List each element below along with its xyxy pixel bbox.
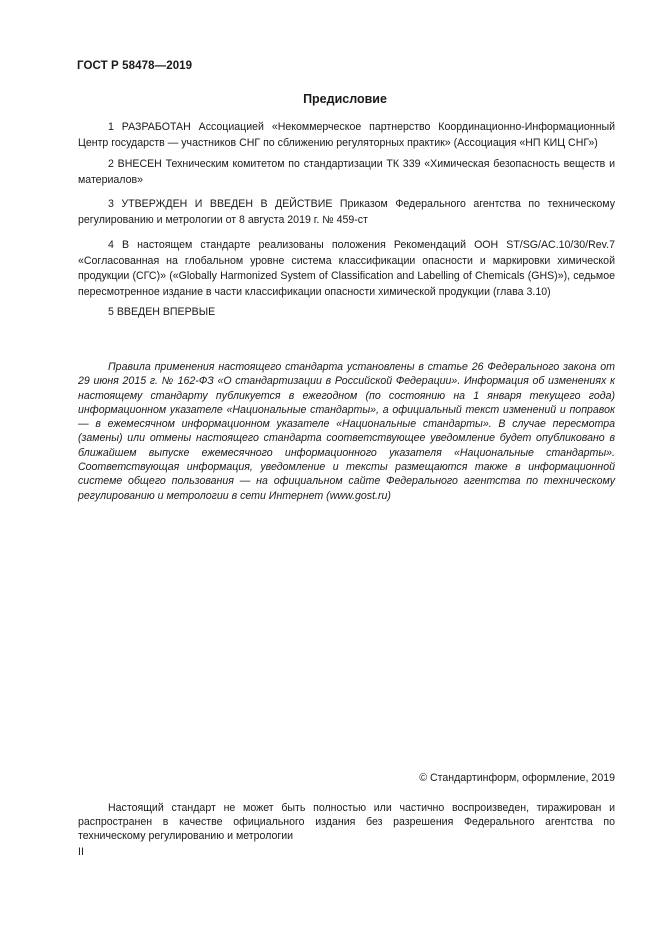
standard-id: ГОСТ Р 58478—2019: [77, 60, 193, 72]
foreword-item-2: 2 ВНЕСЕН Техническим комитетом по стандартизации ТК 339 «Химическая безопасность веществ и материалов»: [78, 158, 615, 186]
foreword-item-1: 1 РАЗРАБОТАН Ассоциацией «Некоммерческое партнерство Координационно-Информационный Центр государств — участников СНГ по сближению регуляторных практик» (Ассоциация «НП КИЦ СНГ»): [78, 121, 615, 149]
foreword-item-4: 4 В настоящем стандарте реализованы положения Рекомендаций ООН ST/SG/AC.10/30/Rev.7 «Согласованная на глобальном уровне система классификации опасности и маркировки химической продукции (СГС)» («Globally Harmonized System of Classification and Labelling of Chemicals (GHS)»), седьмое пересмотренное издание в части классификации опасности химической продукции (глава 3.10): [78, 239, 615, 299]
copyright: © Стандартинформ, оформление, 2019: [419, 772, 615, 784]
foreword-item-3: 3 УТВЕРЖДЕН И ВВЕДЕН В ДЕЙСТВИЕ Приказом Федерального агентства по техническому регулированию и метрологии от 8 августа 2019 г. № 459-ст: [78, 198, 615, 226]
foreword-item-5: 5 ВВЕДЕН ВПЕРВЫЕ: [108, 306, 216, 318]
rules-notice: Правила применения настоящего стандарта установлены в статье 26 Федерального закона от 29 июня 2015 г. № 162-ФЗ «О стандартизации в Российской Федерации». Информация об изменениях к настоящему стандарту публикуется в ежегодном (по состоянию на 1 января текущего года) информационном указателе «Национальные стандарты», а официальный текст изменений и поправок — в ежемесячном информационном указателе «Национальные стандарты». В случае пересмотра (замены) или отмены настоящего стандарта соответствующее уведомление будет опубликовано в ближайшем выпуске ежемесячного информационного указателя «Национальные стандарты». Соответствующая информация, уведомление и тексты размещаются также в информационной системе общего пользования — на официальном сайте Федерального агентства по техническому регулированию и метрологии в сети Интернет (www.gost.ru): [78, 361, 615, 502]
foreword-title: Предисловие: [303, 92, 387, 106]
legal-notice: Настоящий стандарт не может быть полностью или частично воспроизведен, тиражирован и распространен в качестве официального издания без разрешения Федерального агентства по техническому регулированию и метрологии: [78, 802, 615, 842]
page-number: II: [78, 846, 84, 858]
